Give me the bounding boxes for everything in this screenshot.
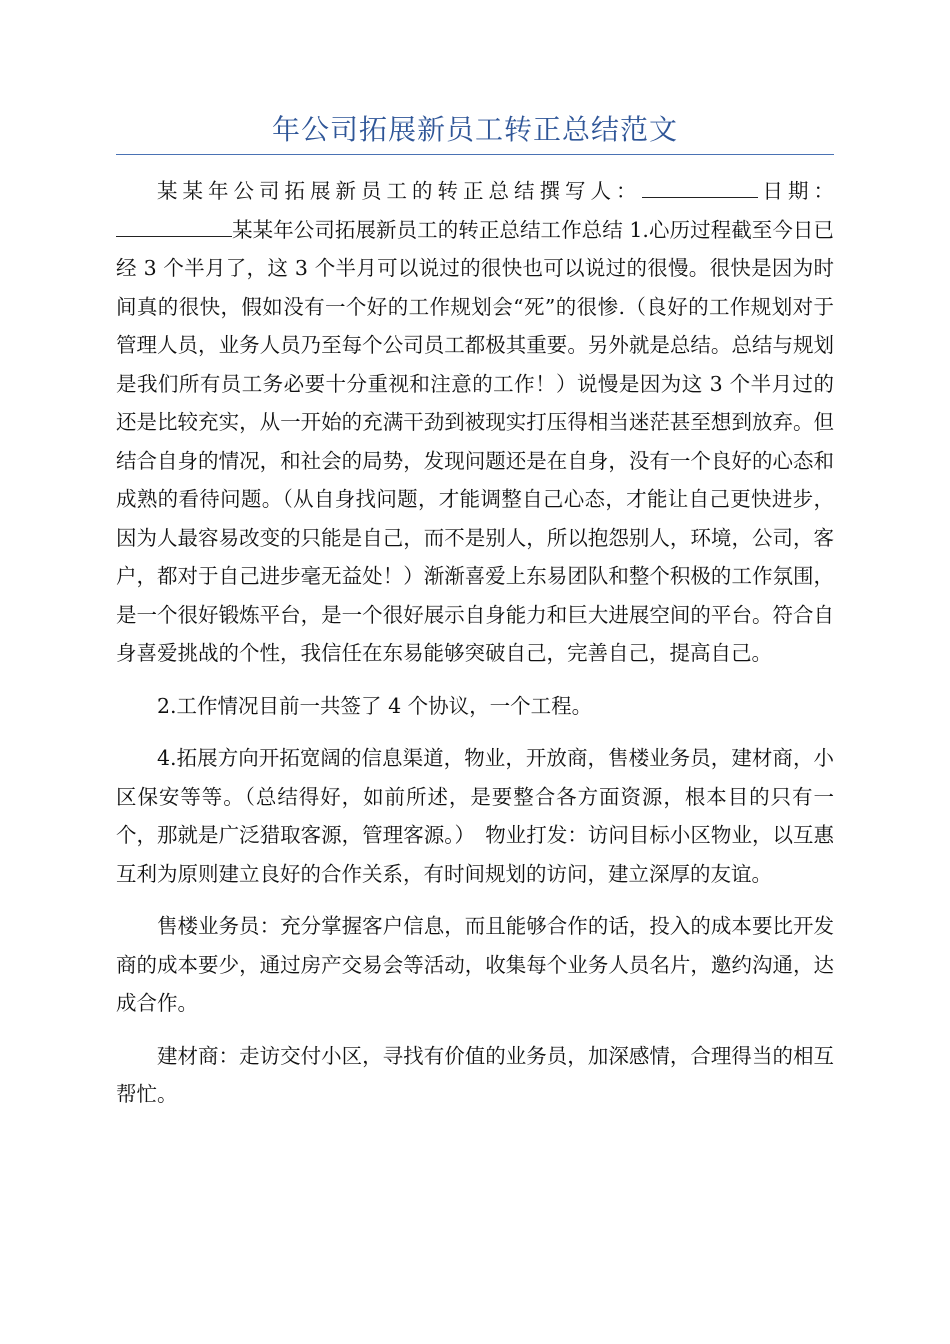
paragraph-1 xyxy=(116,172,834,673)
author-label: 某某年公司拓展新员工的转正总结撰写人： xyxy=(157,179,642,203)
date-label: 日期： xyxy=(757,179,834,203)
paragraph-5: 建材商：走访交付小区，寻找有价值的业务员，加深感情，合理得当的相互帮忙。 xyxy=(116,1043,834,1106)
document-title: 年公司拓展新员工转正总结范文 xyxy=(271,113,678,146)
document-body xyxy=(116,172,834,1128)
date-blank xyxy=(116,214,232,237)
paragraph-3: 4.拓展方向开拓宽阔的信息渠道，物业，开放商，售楼业务员，建材商，小区保安等等。（总结得好，如前所述，是要整合各方面资源，根本目的只有一个，那就是广泛猎取客源，管理客源。） 物业打发：访问目标小区物业，以互惠互利为原则建立良好的合作关系，有时间规划的访问，建立深厚的友谊。 xyxy=(116,746,834,886)
author-blank xyxy=(642,175,758,198)
paragraph-4: 售楼业务员：充分掌握客户信息，而且能够合作的话，投入的成本要比开发商的成本要少，通过房产交易会等活动，收集每个业务人员名片，邀约沟通，达成合作。 xyxy=(116,914,834,1015)
paragraph-2: 2.工作情况目前一共签了 4 个协议，一个工程。 xyxy=(157,693,593,718)
title-underline xyxy=(116,154,834,155)
paragraph-1-text: 某某年公司拓展新员工的转正总结工作总结 1.心历过程截至今日已经 3 个半月了，这 3 个半月可以说过的很快也可以说过的很慢。很快是因为时间真的很快，假如没有一个好的工作规划会“死”的很惨.（良好的工作规划对于管理人员，业务人员乃至每个公司员工都极其重要。另外就是总结。总结与规划是我们所有员工务必要十分重视和注意的工作！）说慢是因为这 3 个半月过的还是比较充实，从一开始的充满干劲到被现实打压得相当迷茫甚至想到放弃。但结合自身的情况，和社会的局势，发现问题还是在自身，没有一个良好的心态和成熟的看待问题。（从自身找问题，才能调整自己心态，才能让自己更快进步，因为人最容易改变的只能是自己，而不是别人，所以抱怨别人，环境，公司，客户，都对于自己进步毫无益处！）渐渐喜爱上东易团队和整个积极的工作氛围，是一个很好锻炼平台，是一个很好展示自身能力和巨大进展空间的平台。符合自身喜爱挑战的个性，我信任在东易能够突破自己，完善自己，提高自己。 xyxy=(116,217,834,665)
